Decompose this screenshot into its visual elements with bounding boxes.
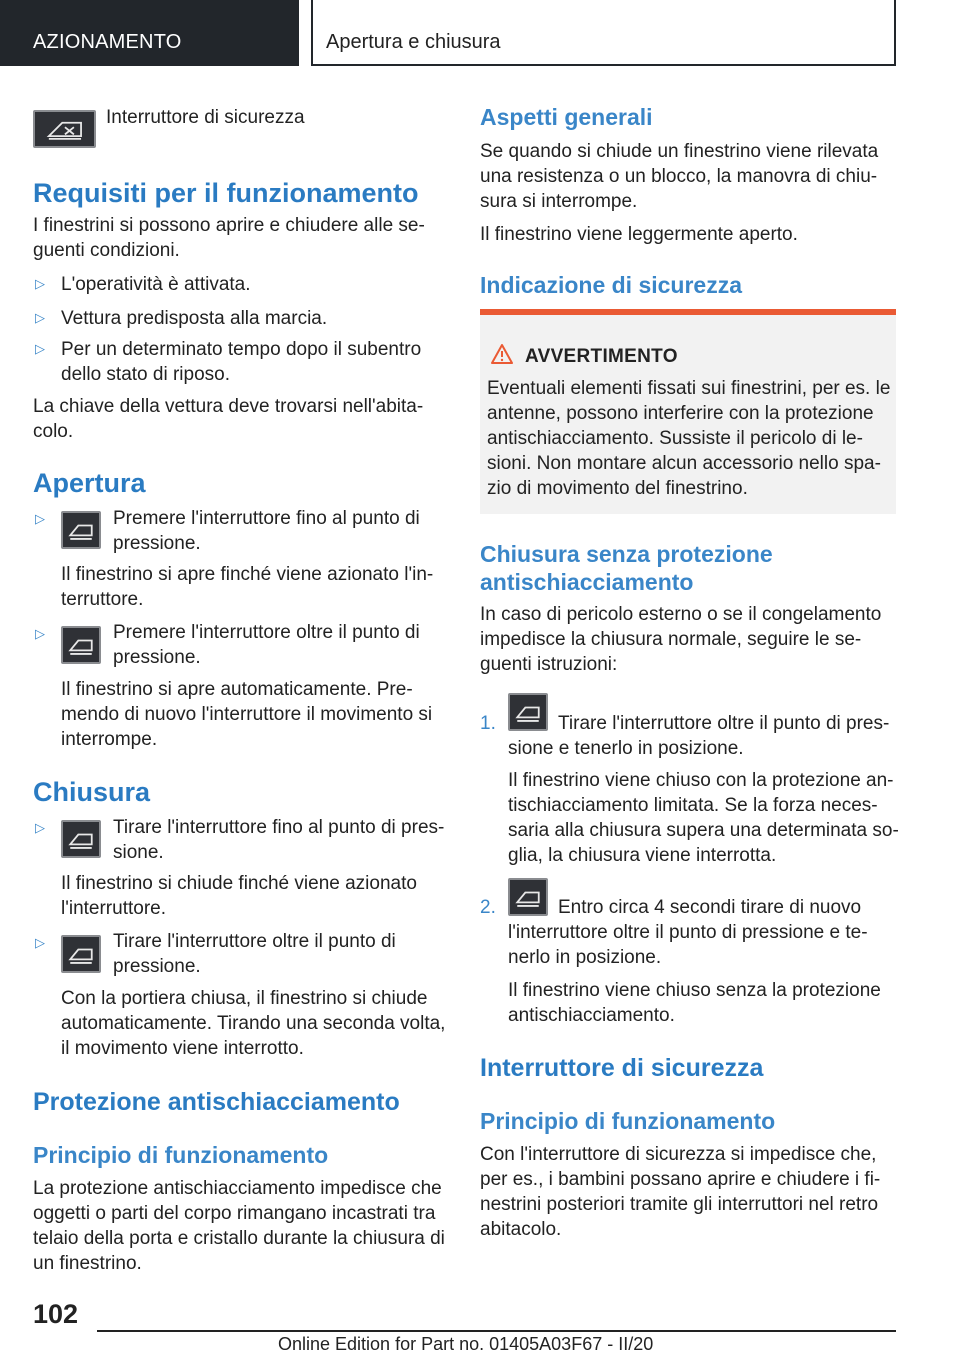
list-item: L'operatività è attivata. — [61, 274, 251, 295]
triangle-right-icon: ▷ — [35, 511, 45, 526]
list-item-lead: Premere l'interruttore oltre il punto di pressione. — [113, 622, 420, 668]
step-number: 2. — [480, 897, 496, 918]
warning-text: Eventuali elementi fissati sui finestrini, per es. le antenne, possono interferire con la protezione antischiacciamento. Sussiste il pericolo di le- sioni. Non montare alcun accessorio nello spa- zio di movimento del finestrino. — [487, 378, 891, 499]
warning-triangle-icon — [490, 343, 514, 365]
triangle-right-icon: ▷ — [35, 935, 45, 950]
safety-switch-heading: Interruttore di sicurezza — [480, 1054, 764, 1082]
page-number: 102 — [33, 1299, 79, 1329]
step-lead-rest: l'interruttore oltre il punto di pressione e te- nerlo in posizione. — [508, 922, 868, 968]
triangle-right-icon: ▷ — [35, 626, 45, 641]
step-lead-first: Entro circa 4 secondi tirare di nuovo — [558, 897, 862, 918]
safety-note-heading: Indicazione di sicurezza — [480, 272, 743, 298]
list-item-detail: Il finestrino si apre finché viene azionato l'in- terruttore. — [61, 564, 434, 610]
triangle-right-icon: ▷ — [35, 820, 45, 835]
pinch-protection-heading: Protezione antischiacciamento — [33, 1088, 400, 1116]
general-text: Se quando si chiude un finestrino viene rilevata una resistenza o un blocco, la manovra di chiu- sura si interrompe. — [480, 141, 879, 212]
pinch-principle-subheading: Principio di funzionamento — [33, 1142, 329, 1168]
window-switch-icon — [61, 511, 101, 549]
general-heading: Aspetti generali — [480, 104, 653, 130]
window-switch-icon — [508, 693, 548, 731]
triangle-right-icon: ▷ — [35, 310, 45, 325]
window-switch-icon — [508, 878, 548, 916]
triangle-right-icon: ▷ — [35, 276, 45, 291]
step-lead-first: Tirare l'interruttore oltre il punto di pres- — [558, 713, 890, 734]
opening-heading: Apertura — [33, 468, 146, 498]
list-item-detail: Il finestrino si chiude finché viene azionato l'interruttore. — [61, 873, 417, 919]
header-chapter: Apertura e chiusura — [311, 0, 896, 66]
window-lock-icon — [33, 110, 96, 148]
list-item-detail: Il finestrino si apre automaticamente. Pre- mendo di nuovo l'interruttore il movimento si interrompe. — [61, 679, 433, 750]
window-switch-icon — [61, 820, 101, 858]
closing-heading: Chiusura — [33, 777, 151, 807]
step-number: 1. — [480, 713, 496, 734]
warning-label: AVVERTIMENTO — [525, 346, 678, 367]
list-item-lead: Tirare l'interruttore oltre il punto di pressione. — [113, 931, 396, 977]
footer-edition: Online Edition for Part no. 01405A03F67 - II/20 — [278, 1334, 654, 1354]
no-pinch-intro: In caso di pericolo esterno o se il congelamento impedisce la chiusura normale, seguire le se- guenti istruzioni: — [480, 604, 882, 675]
list-item-detail: Con la portiera chiusa, il finestrino si chiude automaticamente. Tirando una seconda volta, il movimento viene interrotto. — [61, 988, 446, 1059]
step-detail: Il finestrino viene chiuso con la protezione an- tischiacciamento limitata. Se la forza neces- saria alla chiusura supera una determinata so- glia, la chiusura viene interrotta. — [508, 770, 899, 866]
triangle-right-icon: ▷ — [35, 341, 45, 356]
requirements-intro: I finestrini si possono aprire e chiudere alle se- guenti condizioni. — [33, 215, 425, 261]
step-detail: Il finestrino viene chiuso senza la protezione antischiacciamento. — [508, 980, 881, 1026]
list-item: Vettura predisposta alla marcia. — [61, 308, 328, 329]
no-pinch-closing-heading: Chiusura senza protezione antischiacciamento — [480, 541, 773, 595]
window-switch-icon — [61, 626, 101, 664]
general-text-2: Il finestrino viene leggermente aperto. — [480, 224, 798, 245]
warning-box — [480, 309, 896, 514]
footer-divider — [97, 1330, 896, 1332]
list-item-lead: Premere l'interruttore fino al punto di pressione. — [113, 508, 420, 554]
list-item: Per un determinato tempo dopo il subentro dello stato di riposo. — [61, 339, 422, 385]
list-item-lead: Tirare l'interruttore fino al punto di pres- sione. — [113, 817, 445, 863]
step-lead-rest: sione e tenerlo in posizione. — [508, 738, 744, 759]
requirements-heading: Requisiti per il funzionamento — [33, 178, 419, 208]
safety-switch-label: Interruttore di sicurezza — [106, 107, 305, 128]
switch-principle-subheading: Principio di funzionamento — [480, 1108, 776, 1134]
header-section: AZIONAMENTO — [0, 0, 299, 66]
window-switch-icon — [61, 935, 101, 973]
pinch-principle-text: La protezione antischiacciamento impedisce che oggetti o parti del corpo rimangano incastrati tra telaio della porta e cristallo durante la chiusura di un finestrino. — [33, 1178, 445, 1274]
switch-principle-text: Con l'interruttore di sicurezza si impedisce che, per es., i bambini possano aprire e chiudere i fi- nestrini posteriori tramite gli interruttori nel retro abitacolo. — [480, 1144, 881, 1240]
requirements-note: La chiave della vettura deve trovarsi nell'abita- colo. — [33, 396, 424, 442]
